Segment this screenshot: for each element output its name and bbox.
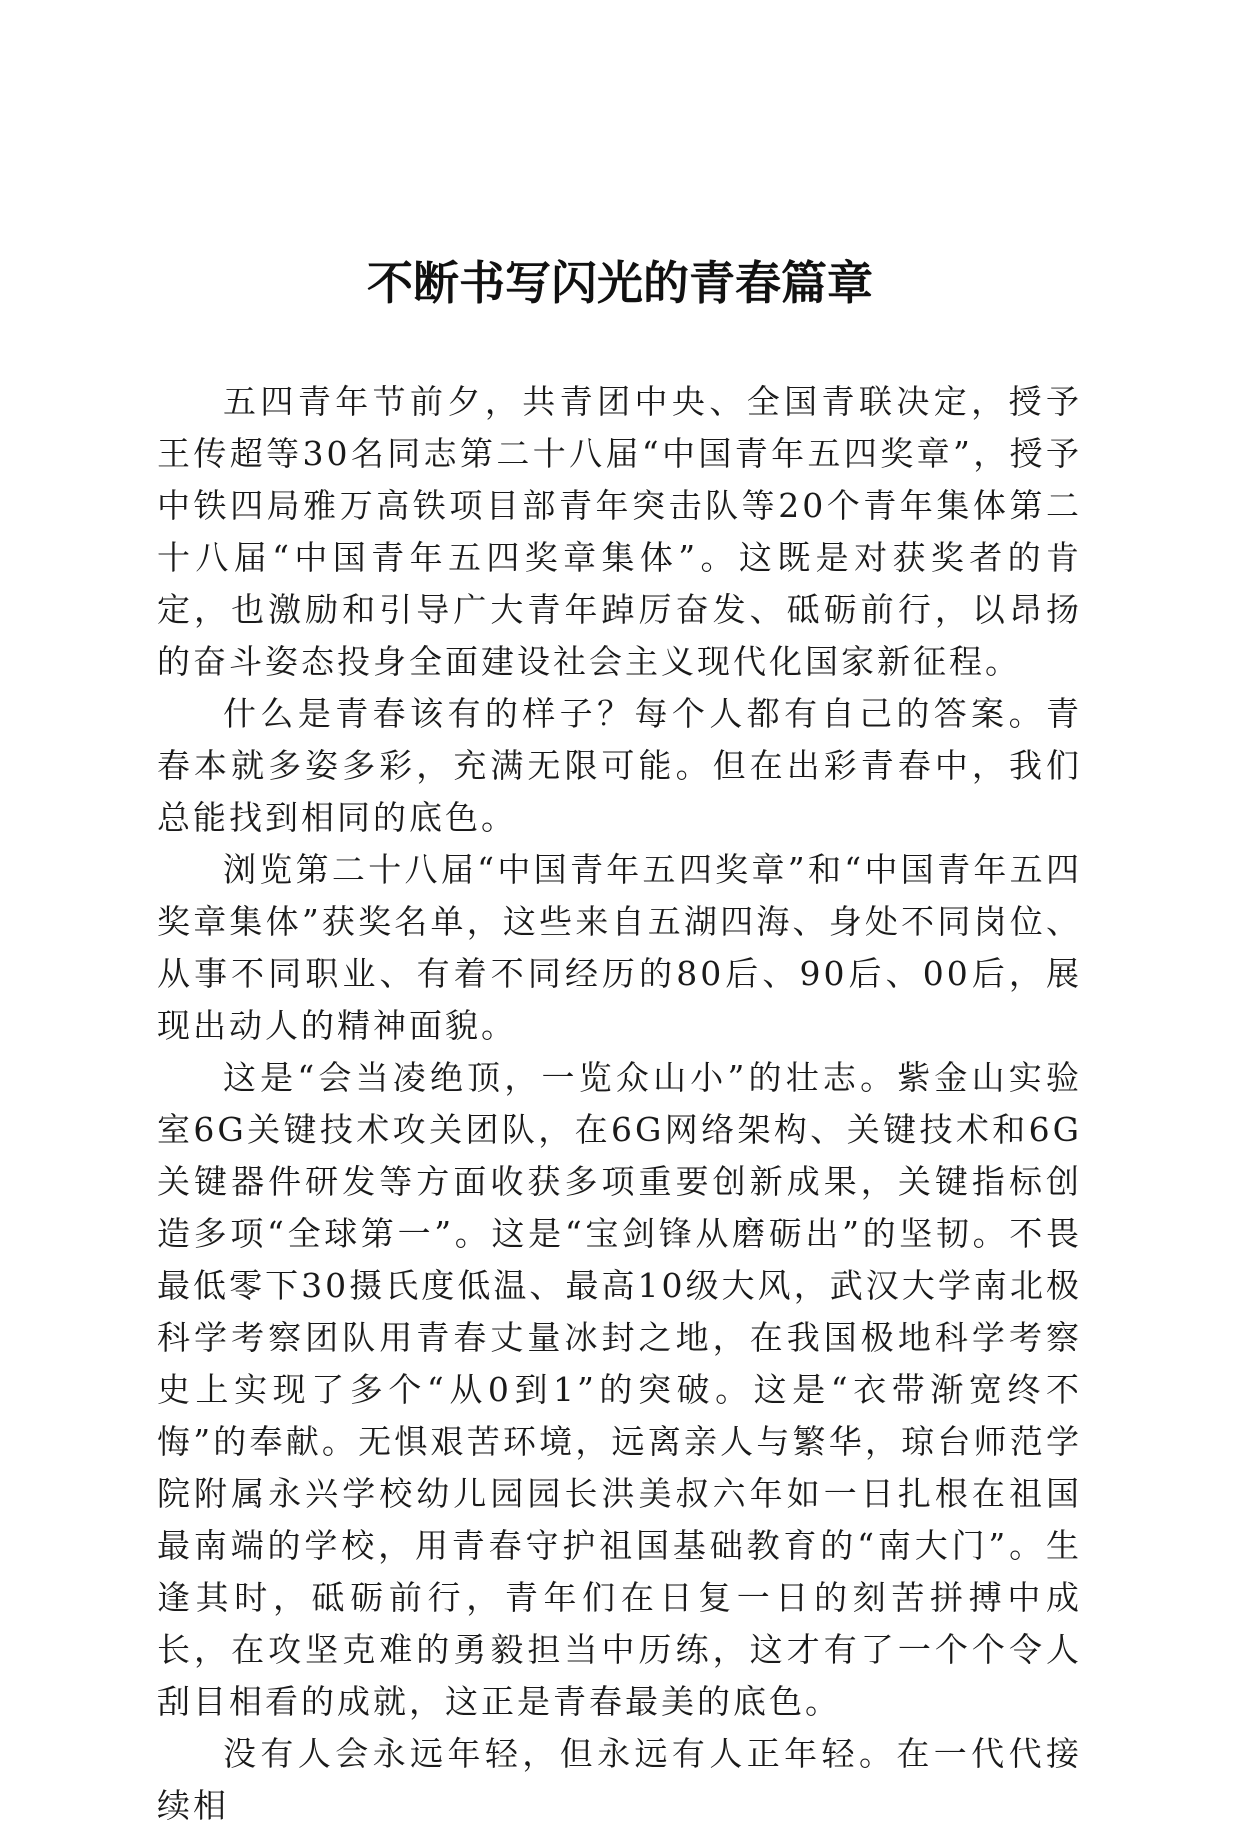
paragraph-4: 这是“会当凌绝顶，一览众山小”的壮志。紫金山实验室6G关键技术攻关团队，在6G网络架构、关键技术和6G关键器件研发等方面收获多项重要创新成果，关键指标创造多项“全球第一”。这是“宝剑锋从磨砺出”的坚韧。不畏最低零下30摄氏度低温、最高10级大风，武汉大学南北极科学考察团队用青春丈量冰封之地，在我国极地科学考察史上实现了多个“从0到1”的突破。这是“衣带渐宽终不悔”的奉献。无惧艰苦环境，远离亲人与繁华，琼台师范学院附属永兴学校幼儿园园长洪美叔六年如一日扎根在祖国最南端的学校，用青春守护祖国基础教育的“南大门”。生逢其时，砥砺前行，青年们在日复一日的刻苦拼搏中成长，在攻坚克难的勇毅担当中历练，这才有了一个个令人刮目相看的成就，这正是青春最美的底色。: [157, 1058, 1082, 1721]
paragraph-5: 没有人会永远年轻，但永远有人正年轻。在一代代接续相: [157, 1734, 1082, 1825]
paragraph-2: 什么是青春该有的样子？每个人都有自己的答案。青春本就多姿多彩，充满无限可能。但在出彩青春中，我们总能找到相同的底色。: [157, 694, 1082, 837]
paragraph-3: 浏览第二十八届“中国青年五四奖章”和“中国青年五四奖章集体”获奖名单，这些来自五湖四海、身处不同岗位、从事不同职业、有着不同经历的80后、90后、00后，展现出动人的精神面貌。: [157, 850, 1082, 1045]
paragraph-1: 五四青年节前夕，共青团中央、全国青联决定，授予王传超等30名同志第二十八届“中国青年五四奖章”，授予中铁四局雅万高铁项目部青年突击队等20个青年集体第二十八届“中国青年五四奖章集体”。这既是对获奖者的肯定，也激励和引导广大青年踔厉奋发、砥砺前行，以昂扬的奋斗姿态投身全面建设社会主义现代化国家新征程。: [157, 382, 1082, 681]
document-body: [157, 376, 1082, 1832]
document-title: 不断书写闪光的青春篇章: [367, 256, 873, 310]
